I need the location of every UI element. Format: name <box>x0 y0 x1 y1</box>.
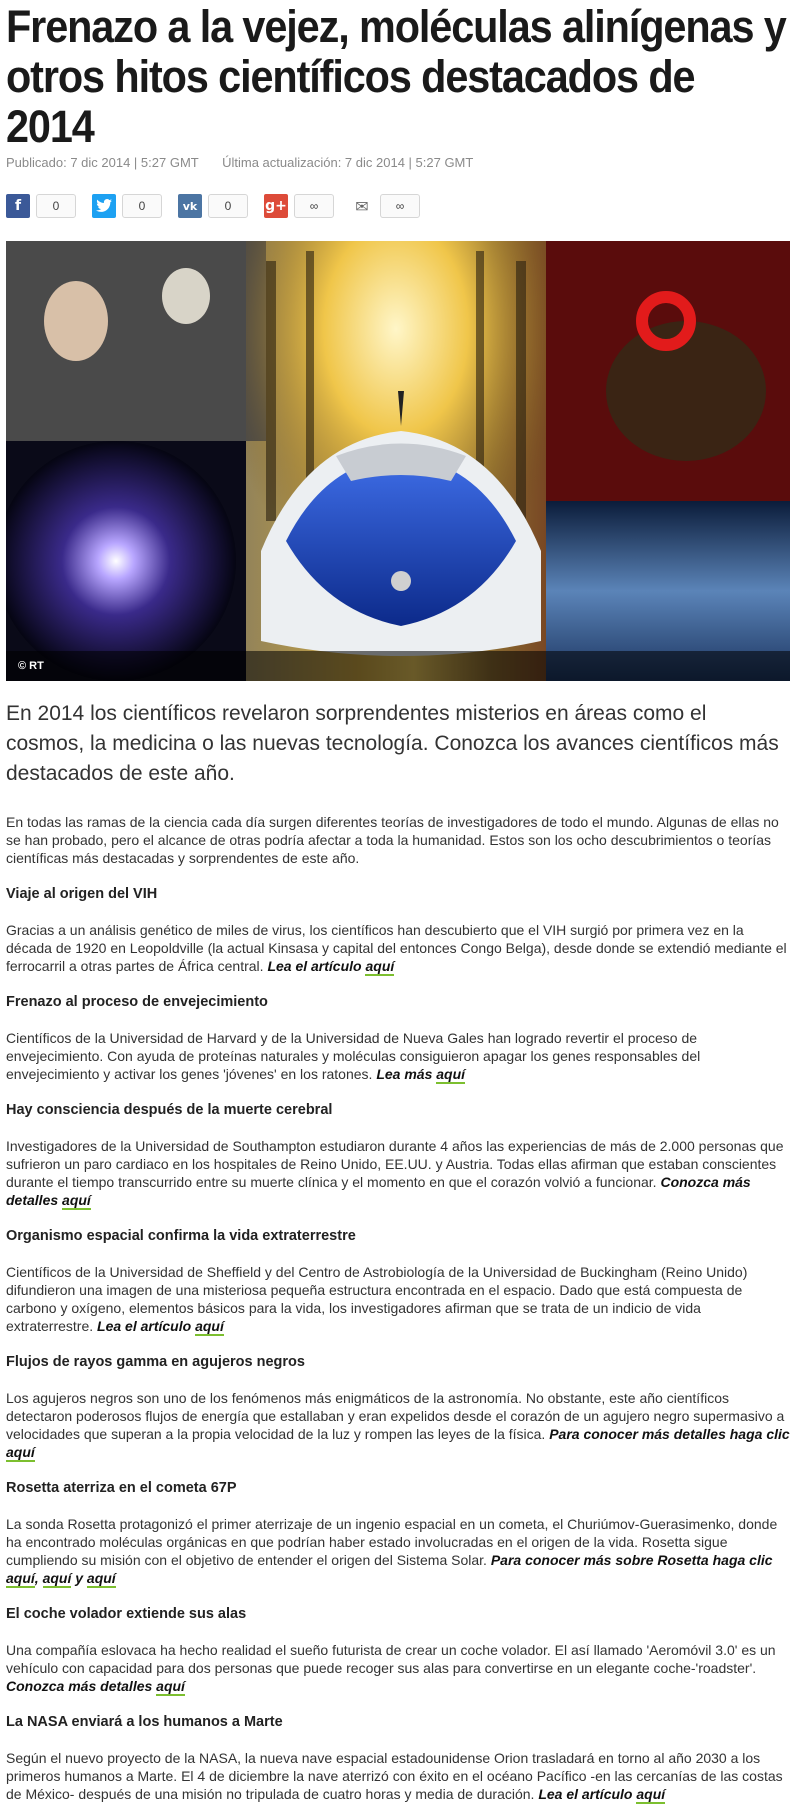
email-count: ∞ <box>380 194 420 218</box>
hero-image <box>6 241 790 681</box>
article-title: Frenazo a la vejez, moléculas alinígenas y otros hitos científicos destacados de 2014 <box>6 1 786 152</box>
section-text: Según el nuevo proyecto de la NASA, la nueva nave espacial estadounidense Orion trasladará en torno al año 2030 a los primeros humanos a Marte. El 4 de diciembre la nave aterrizó con éxito en el océano Pacífico -en las cercanías de las costas de México- después de una misión no tripulada de cuatro horas y media de duración. <box>6 1750 783 1802</box>
hero-caption-bar <box>6 651 790 681</box>
hero-collage-illustration <box>6 241 790 681</box>
section-text: Científicos de la Universidad de Harvard y de la Universidad de Nueva Gales han logrado revertir el proceso de envejecimiento. Con ayuda de proteínas naturales y moléculas consiguieron apagar los genes responsables del envejecimiento y activar los genes 'jóvenes' en los ratones. <box>6 1030 701 1082</box>
section-paragraph <box>6 1641 790 1695</box>
section-paragraph <box>6 1515 790 1587</box>
read-more-link[interactable]: aquí <box>42 1570 72 1586</box>
updated-date: Última actualización: 7 dic 2014 | 5:27 GMT <box>222 155 474 170</box>
article-lead: En 2014 los científicos revelaron sorprendentes misterios en áreas como el cosmos, la medicina o las nuevas tecnología. Conozca los avances científicos más destacados de este año. <box>6 702 779 785</box>
link-separator: , <box>34 1570 43 1586</box>
article-intro: En todas las ramas de la ciencia cada día surgen diferentes teorías de investigadores de todo el mundo. Algunas de ellas no se han probado, pero el alcance de otras podría afectar a toda la humanidad. Estos son los ocho descubrimientos o teorías científicas más destacadas y sorprendentes de este año. <box>6 814 779 866</box>
facebook-icon[interactable]: f <box>6 194 30 218</box>
section-paragraph <box>6 1137 790 1209</box>
facebook-count: 0 <box>36 194 76 218</box>
vk-count: 0 <box>208 194 248 218</box>
share-googleplus[interactable] <box>264 194 334 218</box>
section-text: Gracias a un análisis genético de miles de virus, los científicos han descubierto que el VIH surgió por primera vez en la década de 1920 en Leopoldville (la actual Kinsasa y capital del entonces Congo Belga), desde donde se extendió mediante el ferrocarril a otras partes de África central. <box>6 922 787 974</box>
read-more-link[interactable]: aquí <box>6 1444 35 1460</box>
read-more-link[interactable]: aquí <box>62 1192 91 1208</box>
read-more-label: Conozca más detalles <box>6 1678 153 1694</box>
section-paragraph <box>6 1749 790 1803</box>
vk-icon[interactable]: vk <box>178 194 202 218</box>
read-more-label: Lea el artículo <box>538 1786 633 1802</box>
read-more-link[interactable]: aquí <box>636 1786 666 1802</box>
twitter-icon[interactable] <box>92 194 116 218</box>
read-more-label: Lea el artículo <box>267 958 362 974</box>
read-more-link[interactable]: aquí <box>6 1570 35 1586</box>
section-heading: Flujos de rayos gamma en agujeros negros <box>6 1354 305 1370</box>
section-text: Investigadores de la Universidad de Southampton estudiaron durante 4 años las experiencias de más de 2.000 personas que sufrieron un paro cardiaco en los hospitales de Reino Unido, EE.UU. y Austria. Todas ellas afirman que estaban conscientes durante el tiempo transcurrido entre su muerte clínica y el momento en que el corazón volvió a funcionar. <box>6 1138 784 1190</box>
section-paragraph <box>6 1389 790 1461</box>
section-heading: La NASA enviará a los humanos a Marte <box>6 1714 283 1730</box>
share-facebook[interactable] <box>6 194 76 218</box>
share-vk[interactable] <box>178 194 248 218</box>
section-text: La sonda Rosetta protagonizó el primer aterrizaje de un ingenio espacial en un cometa, el Churiúmov-Guerasimenko, donde ha encontrado moléculas orgánicas en que podrían haber estado involucradas en el origen de la vida. Rosetta sigue cumpliendo su misión con el objetivo de entender el origen del Sistema Solar. <box>6 1516 778 1568</box>
section-heading: Organismo espacial confirma la vida extraterrestre <box>6 1228 356 1244</box>
read-more-link[interactable]: aquí <box>436 1066 466 1082</box>
google-plus-icon[interactable]: g+ <box>264 194 288 218</box>
read-more-label: Para conocer más sobre Rosetta haga clic <box>490 1552 773 1568</box>
twitter-count: 0 <box>122 194 162 218</box>
article-meta <box>6 155 790 173</box>
read-more-label: Conozca más detalles <box>6 1174 751 1208</box>
section-text: Científicos de la Universidad de Sheffield y del Centro de Astrobiología de la Universidad de Buckingham (Reino Unido) difundieron una imagen de una misteriosa pequeña estructura encontrada en el espacio. Dado que está compuesta de carbono y oxígeno, elementos básicos para la vida, los investigadores afirman que se trata de un indicio de vida extraterrestre. <box>6 1264 748 1334</box>
article-body <box>6 813 790 1803</box>
section-heading: Frenazo al proceso de envejecimiento <box>6 994 268 1010</box>
mail-icon[interactable]: ✉ <box>350 194 374 218</box>
read-more-link[interactable]: aquí <box>195 1318 224 1334</box>
googleplus-count: ∞ <box>294 194 334 218</box>
section-text: Una compañía eslovaca ha hecho realidad el sueño futurista de crear un coche volador. El así llamado 'Aeromóvil 3.0' es un vehículo con capacidad para dos personas que puede recoger sus alas para convertirse en un elegante coche-'roadster'. <box>6 1642 776 1676</box>
section-heading: Rosetta aterriza en el cometa 67P <box>6 1480 237 1496</box>
section-heading: El coche volador extiende sus alas <box>6 1606 247 1622</box>
read-more-link[interactable]: aquí <box>156 1678 185 1694</box>
read-more-label: Lea más <box>376 1066 433 1082</box>
read-more-link[interactable]: aquí <box>365 958 395 974</box>
section-heading: Viaje al origen del VIH <box>6 886 158 902</box>
read-more-label: Lea el artículo <box>97 1318 192 1334</box>
section-paragraph <box>6 1029 790 1083</box>
section-heading: Hay consciencia después de la muerte cerebral <box>6 1102 333 1118</box>
share-bar <box>6 193 790 219</box>
section-paragraph <box>6 921 790 975</box>
section-text: Los agujeros negros son uno de los fenómenos más enigmáticos de la astronomía. No obstante, este año científicos detectaron poderosos flujos de energía que estallaban y eran expelidos desde el corazón de un agujero negro supermasivo a velocidades que superan a la propia velocidad de la luz y rompen las leyes de la física. <box>6 1390 785 1442</box>
link-separator: y <box>71 1570 87 1586</box>
section-paragraph <box>6 1263 790 1335</box>
share-twitter[interactable] <box>92 194 162 218</box>
read-more-link[interactable]: aquí <box>86 1570 116 1586</box>
read-more-label: Para conocer más detalles haga clic <box>549 1426 790 1442</box>
published-date: Publicado: 7 dic 2014 | 5:27 GMT <box>6 155 199 170</box>
image-credit: © RT <box>18 660 44 672</box>
share-email[interactable] <box>350 194 420 218</box>
